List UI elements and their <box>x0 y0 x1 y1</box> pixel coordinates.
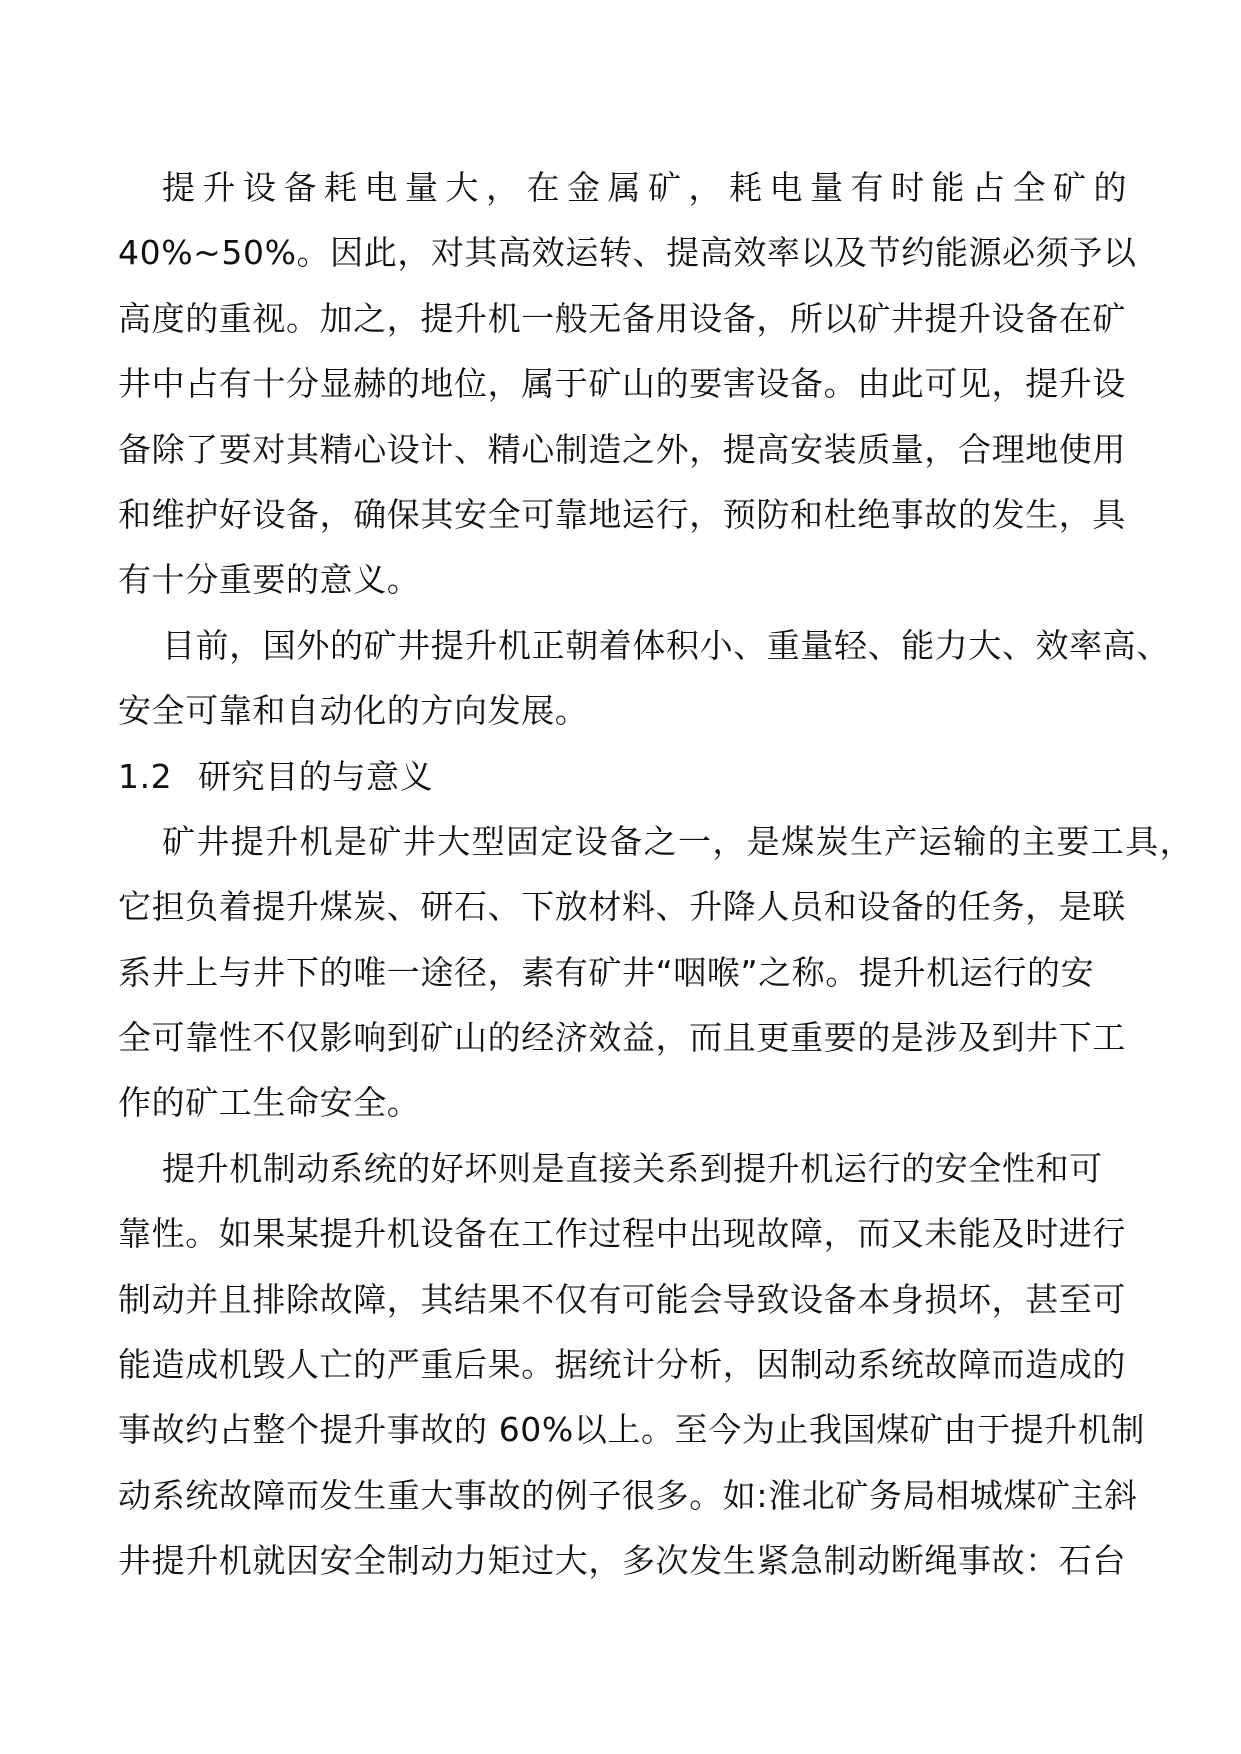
paragraph-1-line-6: 和维护好设备，确保其安全可靠地运行，预防和杜绝事故的发生，具 <box>118 494 1126 534</box>
body-text <box>118 155 1194 1594</box>
section-number: 1.2 <box>118 756 173 796</box>
paragraph-3-line-2: 它担负着提升煤炭、研石、下放材料、升降人员和设备的任务，是联 <box>118 887 1126 927</box>
paragraph-4-line-1: 提升机制动系统的好坏则是直接关系到提升机运行的安全性和可 <box>162 1148 1103 1188</box>
paragraph-4-line-5: 事故约占整个提升事故的 60%以上。至今为止我国煤矿由于提升机制 <box>118 1410 1146 1450</box>
paragraph-4-line-3: 制动并且排除故障，其结果不仅有可能会导致设备本身损坏，甚至可 <box>118 1279 1126 1319</box>
paragraph-1-line-7: 有十分重要的意义。 <box>118 560 421 600</box>
paragraph-1-line-3: 高度的重视。加之，提升机一般无备用设备，所以矿井提升设备在矿 <box>118 298 1126 338</box>
paragraph-4-line-4: 能造成机毁人亡的严重后果。据统计分析，因制动系统故障而造成的 <box>118 1345 1126 1385</box>
paragraph-3-line-4: 全可靠性不仅影响到矿山的经济效益，而且更重要的是涉及到井下工 <box>118 1018 1126 1058</box>
paragraph-1-line-5: 备除了要对其精心设计、精心制造之外，提高安装质量，合理地使用 <box>118 429 1126 469</box>
paragraph-1-line-2: 40%~50%。因此，对其高效运转、提高效率以及节约能源必须予以 <box>118 233 1137 273</box>
paragraph-4-line-7: 井提升机就因安全制动力矩过大，多次发生紧急制动断绳事故：石台 <box>118 1541 1126 1581</box>
paragraph-2-line-1: 目前，国外的矿井提升机正朝着体积小、重量轻、能力大、效率高、 <box>162 625 1170 665</box>
paragraph-3-line-3: 系井上与井下的唯一途径，素有矿井“咽喉”之称。提升机运行的安 <box>118 952 1095 992</box>
paragraph-4-line-6: 动系统故障而发生重大事故的例子很多。如:淮北矿务局相城煤矿主斜 <box>118 1475 1138 1515</box>
paragraph-2-line-2: 安全可靠和自动化的方向发展。 <box>118 691 589 731</box>
paragraph-4-line-2: 靠性。如果某提升机设备在工作过程中出现故障，而又未能及时进行 <box>118 1214 1126 1254</box>
paragraph-3-line-1: 矿井提升机是矿井大型固定设备之一，是煤炭生产运输的主要工具， <box>162 821 1194 861</box>
section-title: 研究目的与意义 <box>198 756 434 796</box>
paragraph-1-line-4: 井中占有十分显赫的地位，属于矿山的要害设备。由此可见，提升设 <box>118 364 1126 404</box>
paragraph-1-line-1: 提升设备耗电量大，在金属矿，耗电量有时能占全矿的 <box>162 168 1134 207</box>
paragraph-3-line-5: 作的矿工生命安全。 <box>118 1083 421 1123</box>
section-heading <box>118 744 1123 809</box>
